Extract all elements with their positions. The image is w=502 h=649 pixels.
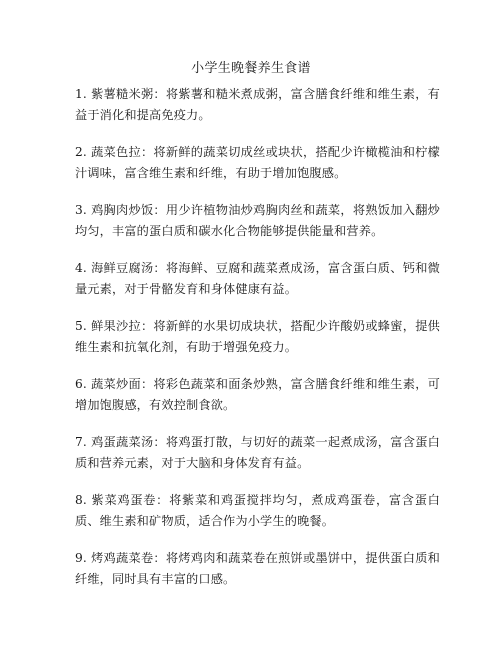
recipe-item-6: 6. 蔬菜炒面：将彩色蔬菜和面条炒熟，富含膳食纤维和维生素，可增加饱腹感，有效控制食欲。 (75, 377, 440, 412)
recipe-item-1: 1. 紫薯糙米粥：将紫薯和糙米煮成粥，富含膳食纤维和维生素，有益于消化和提高免疫力。 (75, 87, 440, 122)
recipe-item-5: 5. 鲜果沙拉：将新鲜的水果切成块状，搭配少许酸奶或蜂蜜，提供维生素和抗氧化剂，有助于增强免疫力。 (75, 319, 440, 354)
document-title: 小学生晚餐养生食谱 (191, 61, 311, 76)
recipe-item-4: 4. 海鲜豆腐汤：将海鲜、豆腐和蔬菜煮成汤，富含蛋白质、钙和微量元素，对于骨骼发育和身体健康有益。 (75, 261, 440, 296)
recipe-item-3: 3. 鸡胸肉炒饭：用少许植物油炒鸡胸肉丝和蔬菜，将熟饭加入翻炒均匀，丰富的蛋白质和碳水化合物能够提供能量和营养。 (75, 203, 440, 238)
recipe-list (75, 84, 440, 606)
recipe-item-8: 8. 紫菜鸡蛋卷：将紫菜和鸡蛋搅拌均匀，煮成鸡蛋卷，富含蛋白质、维生素和矿物质，适合作为小学生的晚餐。 (75, 493, 440, 528)
recipe-item-7: 7. 鸡蛋蔬菜汤：将鸡蛋打散，与切好的蔬菜一起煮成汤，富含蛋白质和营养元素，对于大脑和身体发育有益。 (75, 435, 440, 470)
recipe-item-2: 2. 蔬菜色拉：将新鲜的蔬菜切成丝或块状，搭配少许橄榄油和柠檬汁调味，富含维生素和纤维，有助于增加饱腹感。 (75, 145, 440, 180)
recipe-item-9: 9. 烤鸡蔬菜卷：将烤鸡肉和蔬菜卷在煎饼或墨饼中，提供蛋白质和纤维，同时具有丰富的口感。 (75, 551, 440, 586)
